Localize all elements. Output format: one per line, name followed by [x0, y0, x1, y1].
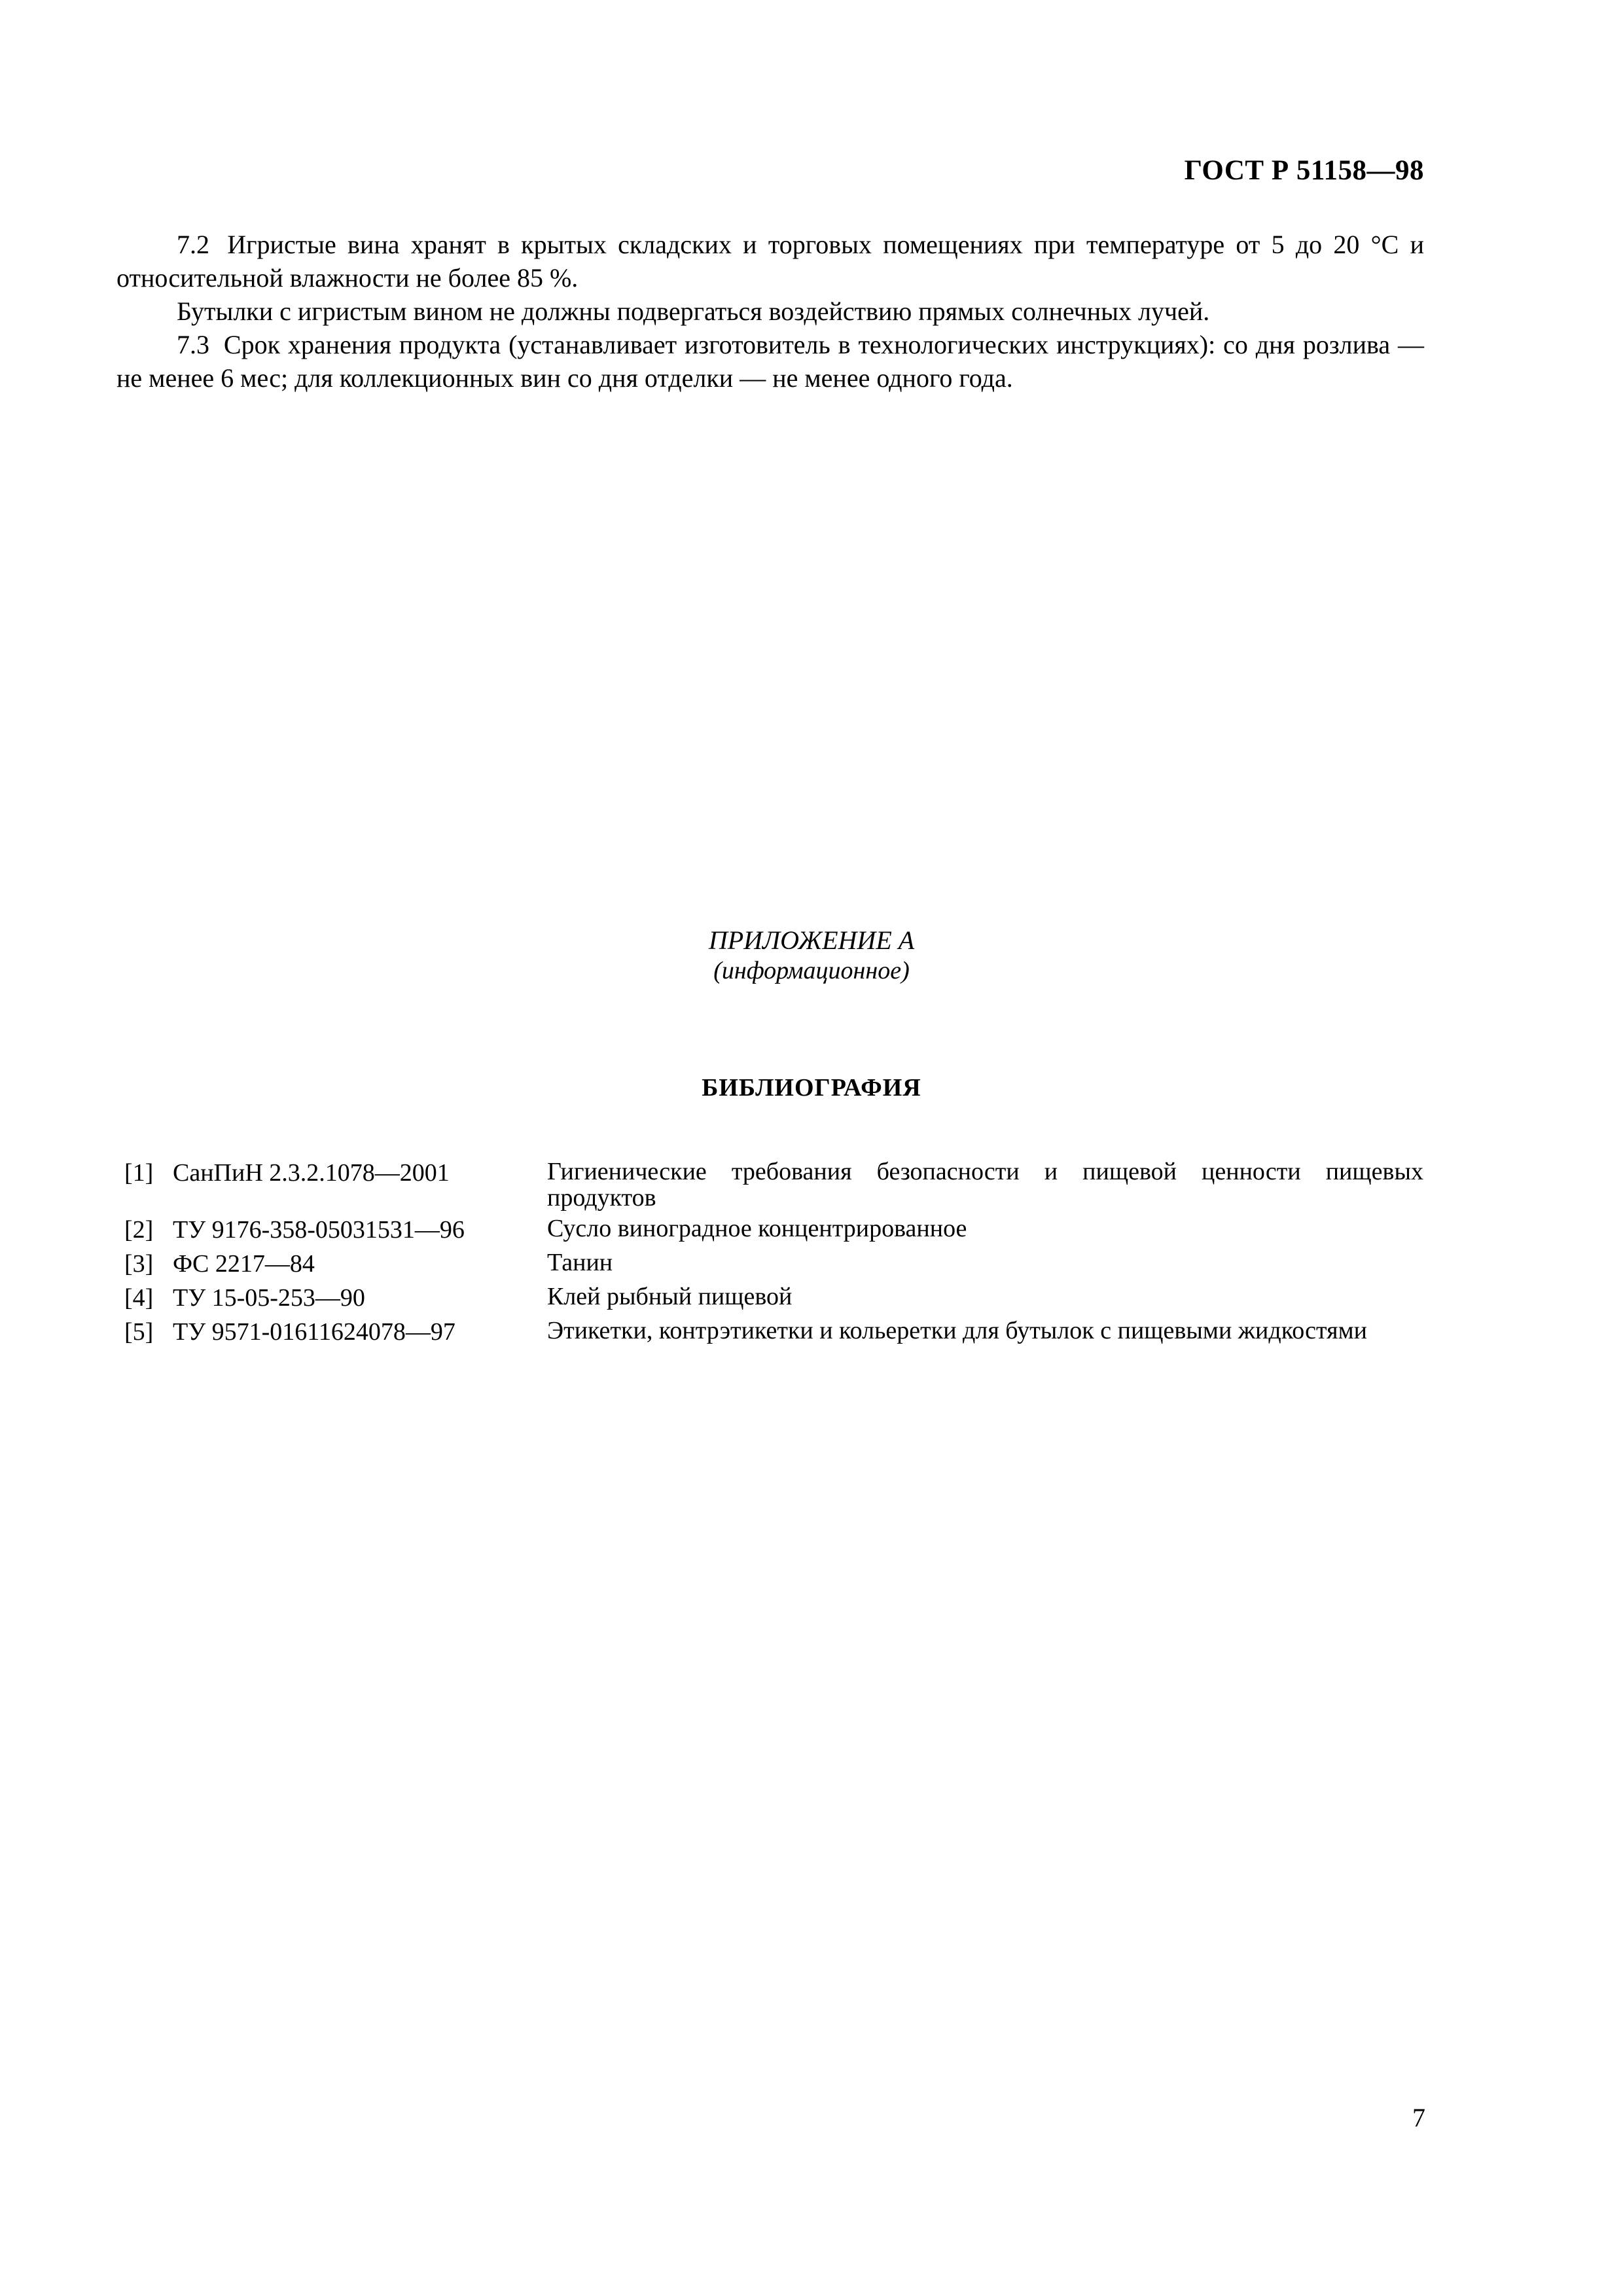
entry-index: [2]	[124, 1216, 154, 1244]
bibliography-heading: БИБЛИОГРАФИЯ	[702, 1074, 921, 1102]
bibliography-entry	[124, 1283, 1423, 1313]
entry-index: [1]	[124, 1159, 154, 1187]
entry-code: ФС 2217—84	[173, 1250, 315, 1278]
bibliography-list	[124, 1158, 1423, 1352]
entry-title: Танин	[547, 1249, 613, 1276]
paragraph-7-2	[116, 228, 1424, 295]
bibliography-entry	[124, 1249, 1423, 1279]
section-7-text	[116, 228, 1424, 395]
page-number: 7	[1412, 2103, 1425, 2132]
paragraph-number: 7.3	[177, 330, 209, 359]
standard-code-header: ГОСТ Р 51158—98	[1184, 155, 1424, 186]
bibliography-entry	[124, 1158, 1423, 1211]
paragraph-number: 7.2	[177, 230, 209, 259]
appendix-subtitle: (информационное)	[713, 957, 910, 984]
appendix-heading	[0, 925, 1623, 985]
paragraph-text: Срок хранения продукта (устанавливает изготовитель в технологических инструкциях): со дня розлива — не менее 6 мес; для коллекционных вин со дня отделки — не менее одного года.	[116, 330, 1425, 393]
entry-code: ТУ 9571-01611624078—97	[173, 1318, 455, 1346]
entry-index: [5]	[124, 1318, 154, 1346]
entry-code: СанПиН 2.3.2.1078—2001	[173, 1159, 450, 1187]
paragraph-text: Игристые вина хранят в крытых складских и торговых помещениях при температуре от 5 до 20 °С и относительной влажности не более 85 %.	[116, 230, 1424, 293]
entry-title: Этикетки, контрэтикетки и кольеретки для бутылок с пищевыми жидкостями	[547, 1317, 1368, 1344]
bibliography-entry	[124, 1215, 1423, 1245]
entry-title: Сусло виноградное концентрированное	[547, 1215, 967, 1242]
paragraph-7-2-continued	[116, 295, 1424, 328]
bibliography-entry	[124, 1318, 1423, 1347]
paragraph-text: Бутылки с игристым вином не должны подвергаться воздействию прямых солнечных лучей.	[177, 296, 1210, 326]
entry-code: ТУ 15-05-253—90	[173, 1284, 365, 1312]
appendix-title: ПРИЛОЖЕНИЕ А	[708, 925, 915, 955]
paragraph-7-3	[116, 328, 1424, 395]
entry-code: ТУ 9176-358-05031531—96	[173, 1216, 465, 1244]
entry-index: [4]	[124, 1284, 154, 1312]
entry-title: Гигиенические требования безопасности и пищевой ценности пищевых продуктов	[547, 1158, 1423, 1211]
entry-title: Клей рыбный пищевой	[547, 1283, 793, 1310]
entry-index: [3]	[124, 1250, 154, 1278]
